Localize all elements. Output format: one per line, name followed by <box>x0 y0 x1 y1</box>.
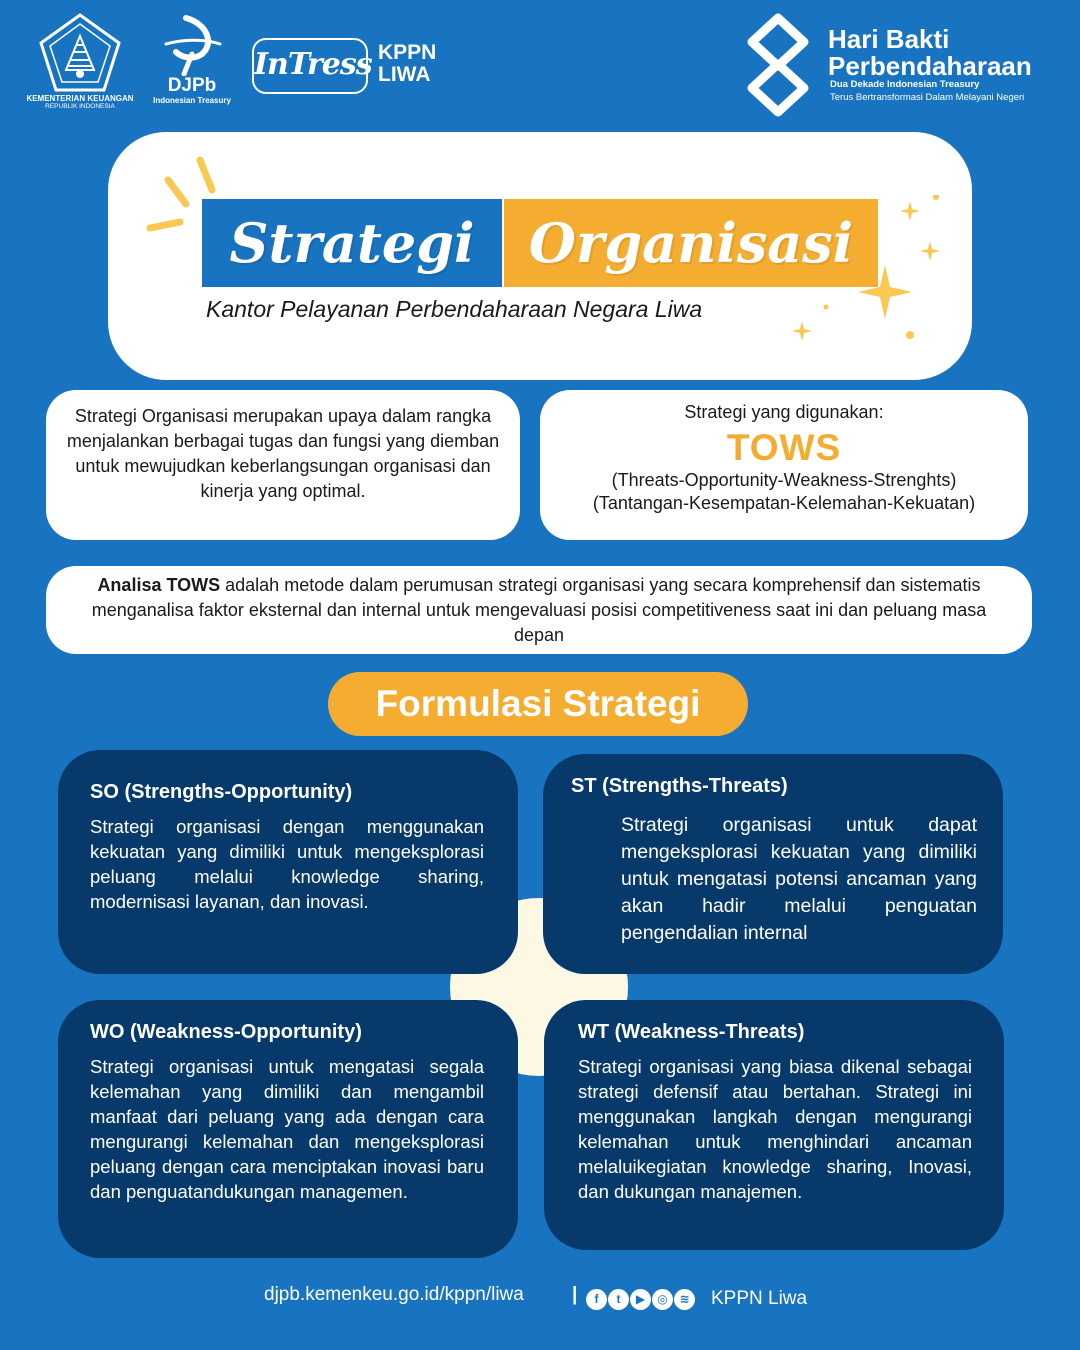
youtube-icon[interactable]: ▶ <box>630 1289 651 1310</box>
kppn-logo-line1: KPPN <box>378 41 437 64</box>
djpb-swoosh-icon <box>162 14 222 76</box>
kemenkeu-emblem-icon <box>38 12 122 94</box>
quadrant-st-title: ST (Strengths-Threats) <box>571 775 788 797</box>
quadrant-st <box>543 754 1003 974</box>
intress-logo: InTress <box>252 38 368 94</box>
kppn-logo-line2: LIWA <box>378 63 431 86</box>
quadrant-wt-text: Strategi organisasi yang biasa dikenal sebagai strategi defensif atau bertahan. Strategi ini menggunakan langkah dengan mengurangi kelemahan untuk menghindari ancaman melaluikegiatan knowledge sharing, Inovasi, dan dukungan manajemen. <box>578 1056 972 1202</box>
quadrant-wo-text: Strategi organisasi untuk mengatasi segala kelemahan yang dimiliki dan mengambil manfaat dari peluang yang ada dengan cara mengurangi kelemahan dan mengeksplorasi peluang dengan cara menciptakan inovasi baru dan penguatandukungan managemen. <box>90 1056 484 1202</box>
tows-expansion-id: (Tantangan-Kesempatan-Kelemahan-Kekuatan) <box>592 493 976 513</box>
hari-bakti-tagline: Dua Dekade Indonesian Treasury <box>830 79 980 90</box>
tows-name: TOWS <box>726 427 842 468</box>
title-subtitle: Kantor Pelayanan Perbendaharaan Negara Liwa <box>206 296 703 322</box>
twitter-icon[interactable]: t <box>608 1289 629 1310</box>
quadrant-wo <box>58 1000 518 1258</box>
kemenkeu-subtitle: REPUBLIK INDONESIA <box>45 103 115 110</box>
hari-bakti-title-line2: Perbendaharaan <box>828 51 1032 81</box>
quadrant-so-title: SO (Strengths-Opportunity) <box>90 781 353 803</box>
analisa-card <box>46 566 1032 654</box>
tows-card <box>540 390 1028 540</box>
hari-bakti-title <box>828 26 1032 80</box>
quadrant-st-text: Strategi organisasi untuk dapat mengeksplorasi kekuatan yang dimiliki untuk mengatasi potensi ancaman yang akan hadir melalui penguatan pengendalian internal <box>621 814 977 944</box>
djpb-name: DJPb <box>167 75 217 96</box>
spotify-icon[interactable]: ≋ <box>674 1289 695 1310</box>
quadrant-so <box>58 750 518 974</box>
definition-card <box>46 390 520 540</box>
title-word-strategi: Strategi <box>229 211 475 275</box>
definition-text: Strategi Organisasi merupakan upaya dalam rangka menjalankan berbagai tugas dan fungsi yang diemban untuk mewujudkan keberlangsungan organisasi dan kinerja yang optimal. <box>66 406 500 501</box>
footer-url[interactable]: djpb.kemenkeu.go.id/kppn/liwa <box>264 1284 524 1305</box>
social-icons <box>586 1289 696 1310</box>
title-strategi-block <box>202 199 502 287</box>
kemenkeu-name: KEMENTERIAN KEUANGAN <box>26 94 134 103</box>
quadrant-so-text: Strategi organisasi dengan menggunakan kekuatan yang dimiliki untuk mengeksplorasi peluang melalui knowledge sharing, modernisasi layanan, dan inovasi. <box>90 816 484 912</box>
sparkles-icon <box>790 195 950 345</box>
quadrant-wt-title: WT (Weakness-Threats) <box>578 1021 805 1043</box>
footer-separator: | <box>572 1284 578 1305</box>
facebook-icon[interactable]: f <box>586 1289 607 1310</box>
hari-bakti-mark-icon <box>744 12 812 118</box>
hari-bakti-motto: Terus Bertransformasi Dalam Melayani Negeri <box>830 92 1025 103</box>
tows-expansion-en: (Threats-Opportunity-Weakness-Strenghts) <box>611 470 957 490</box>
footer-account: KPPN Liwa <box>711 1288 808 1309</box>
kppn-liwa-logo <box>378 42 436 86</box>
djpb-logo <box>146 14 238 118</box>
analisa-term: Analisa TOWS <box>97 575 221 595</box>
analisa-text: adalah metode dalam perumusan strategi organisasi yang secara komprehensif dan sistematis menganalisa faktor eksternal dan internal untuk mengevaluasi posisi competitiveness saat ini dan peluang masa depan <box>91 575 987 645</box>
tows-label: Strategi yang digunakan: <box>684 402 884 422</box>
hari-bakti-title-line1: Hari Bakti <box>828 24 950 54</box>
instagram-icon[interactable]: ◎ <box>652 1289 673 1310</box>
formulasi-heading: Formulasi Strategi <box>328 672 748 736</box>
kemenkeu-logo <box>22 12 138 122</box>
quadrant-wt <box>544 1000 1004 1250</box>
title-word-organisasi: Organisasi <box>528 211 854 275</box>
djpb-subtitle: Indonesian Treasury <box>153 96 231 105</box>
quadrant-wo-title: WO (Weakness-Opportunity) <box>90 1021 362 1043</box>
